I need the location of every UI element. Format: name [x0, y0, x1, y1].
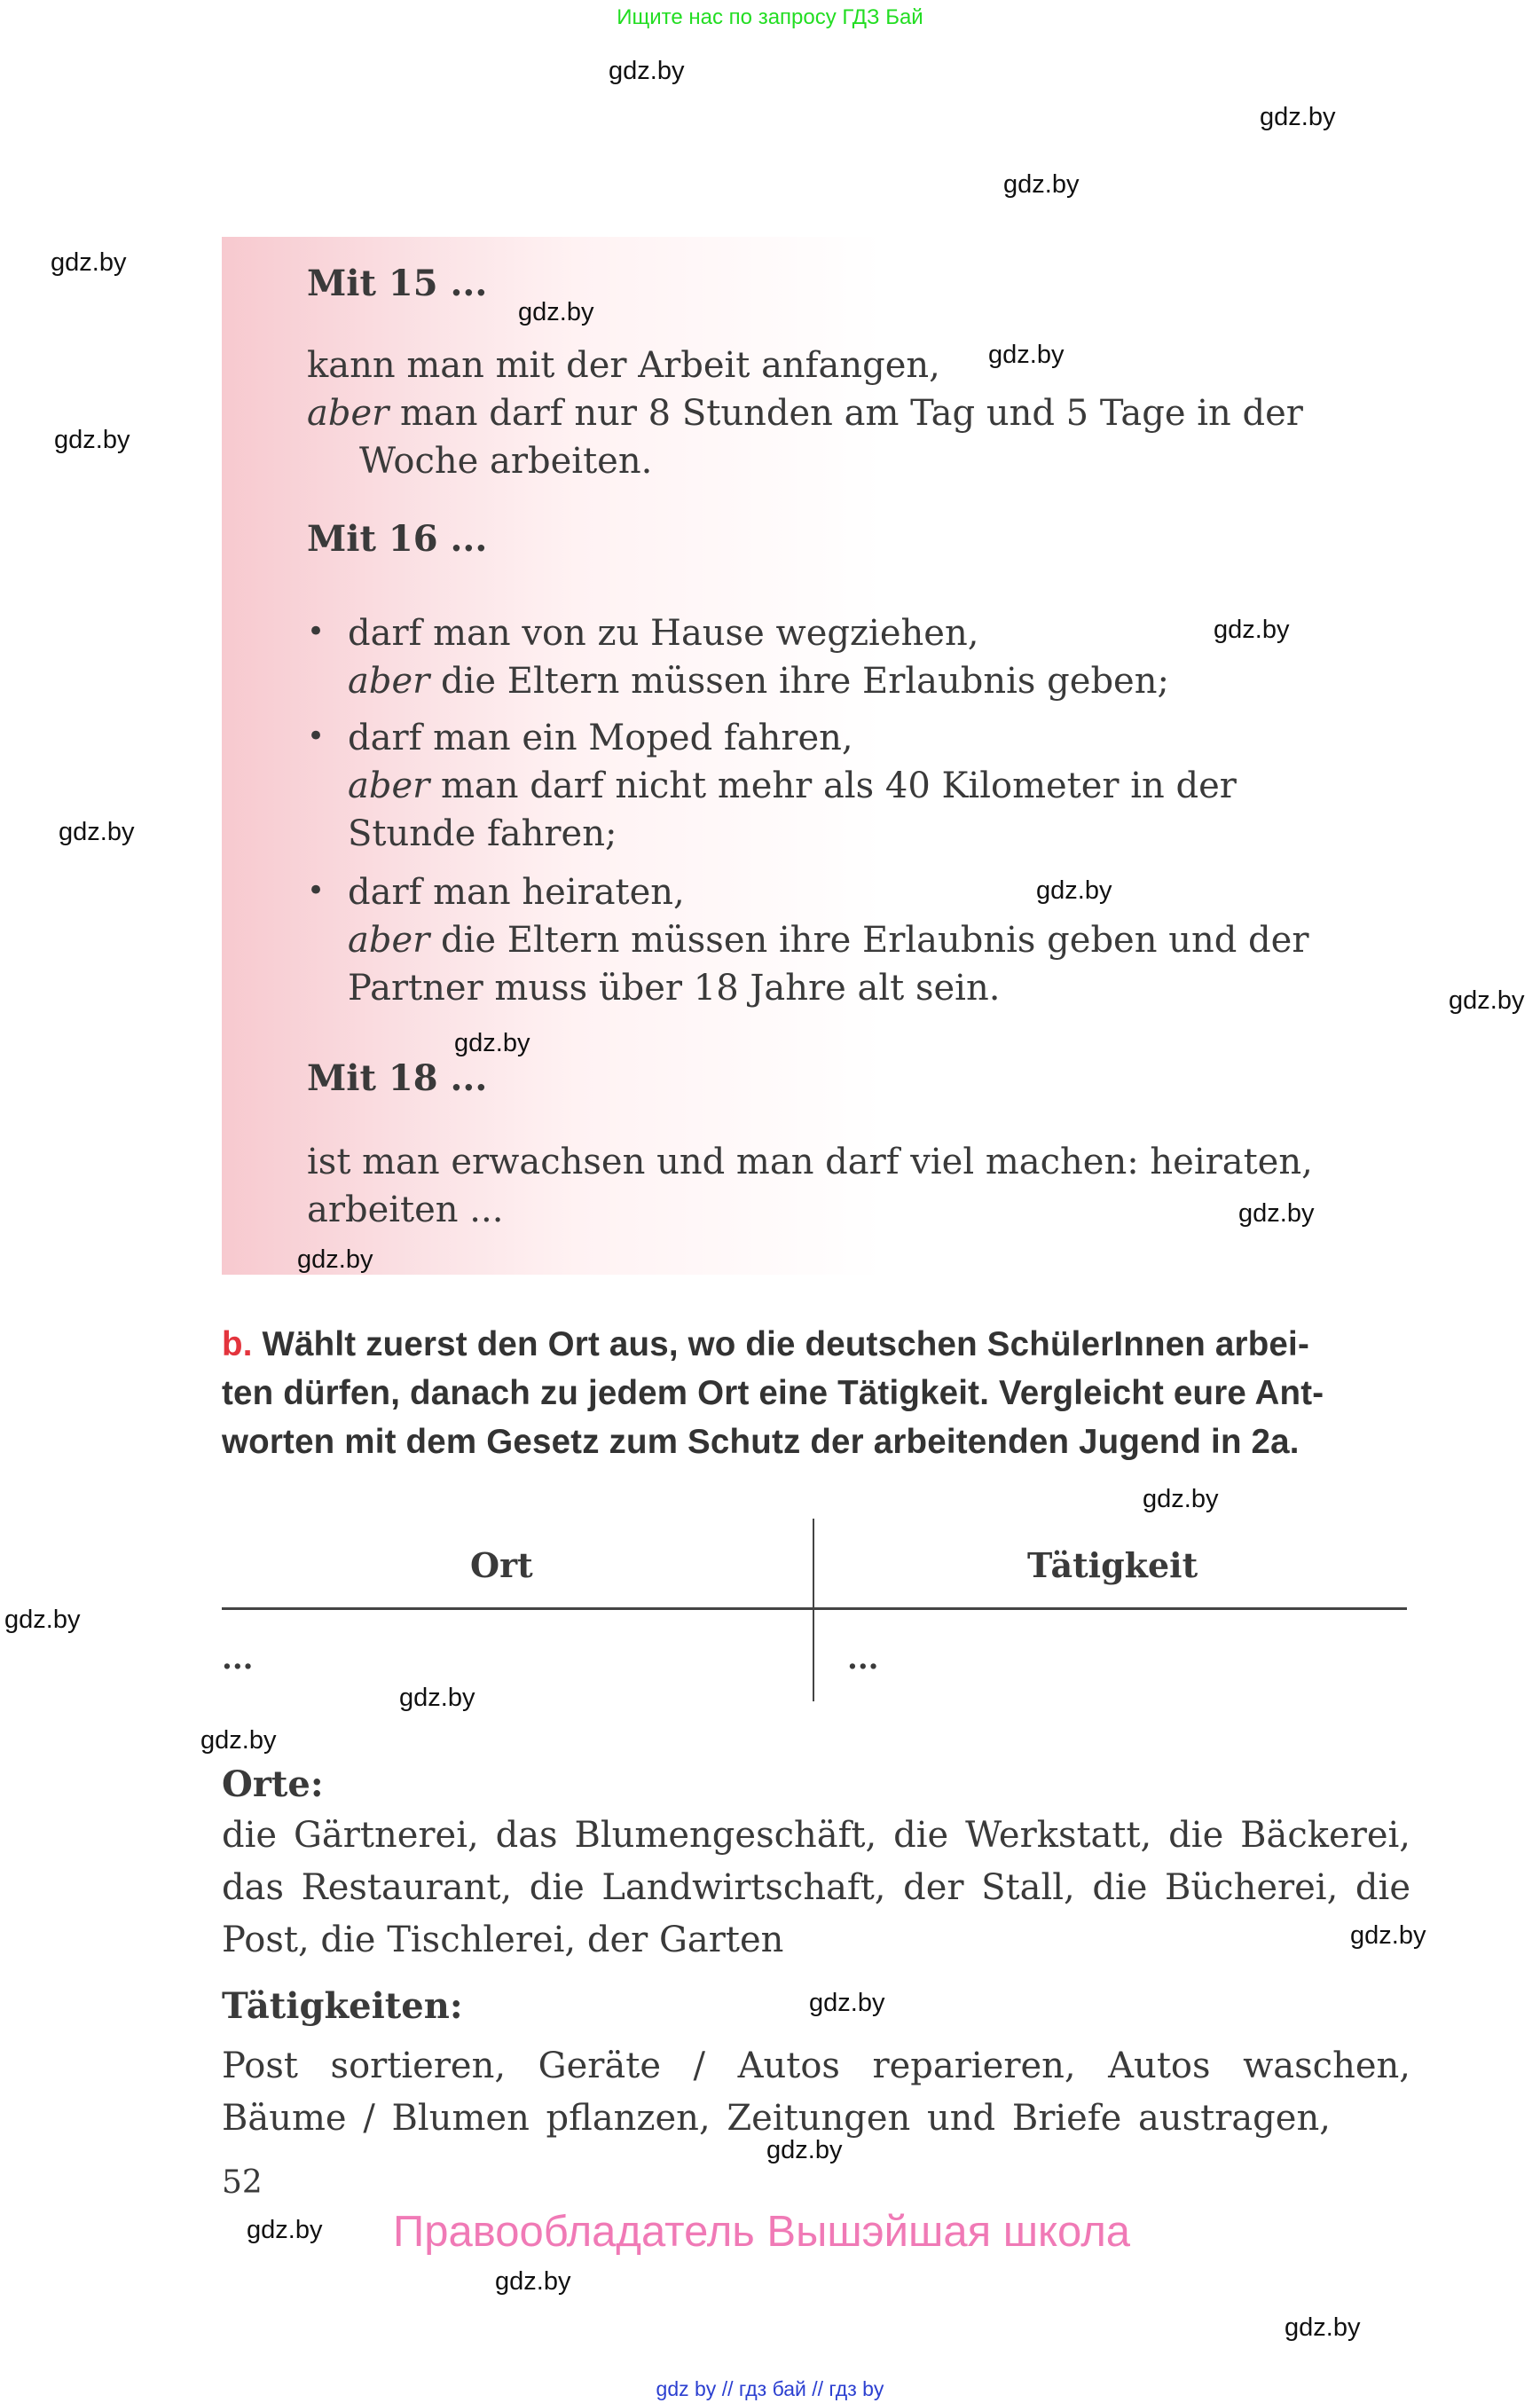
- watermark: gdz.by: [518, 298, 594, 326]
- text-line: Woche arbeiten.: [359, 441, 653, 482]
- watermark: gdz.by: [454, 1029, 530, 1057]
- table-header-ort: Ort: [470, 1545, 533, 1585]
- watermark: gdz.by: [1214, 616, 1290, 644]
- table-header-taetigkeit: Tätigkeit: [1027, 1545, 1198, 1585]
- text-span: die Eltern müssen ihre Erlaubnis geben;: [429, 661, 1169, 702]
- watermark: gdz.by: [1143, 1485, 1219, 1513]
- watermark: gdz.by: [988, 341, 1065, 369]
- watermark: gdz.by: [59, 818, 135, 846]
- section-heading-18: Mit 18 ...: [307, 1057, 488, 1099]
- bullet-line: darf man heiraten,: [348, 872, 685, 913]
- task-line: ten dürfen, danach zu jedem Ort eine Tätigkeit. Vergleicht eure Ant-: [222, 1374, 1324, 1412]
- text-span: man darf nicht mehr als 40 Kilometer in der: [429, 766, 1237, 806]
- taetigkeiten-list: Post sortieren, Geräte / Autos reparieren, Autos waschen, Bäume / Blumen pflanzen, Zeitungen und Briefe austragen,: [222, 2046, 1410, 2139]
- text-line: arbeiten ...: [307, 1190, 504, 1230]
- watermark: gdz.by: [495, 2267, 571, 2296]
- watermark: gdz.by: [1449, 986, 1525, 1015]
- bullet-line: darf man ein Moped fahren,: [348, 718, 853, 758]
- emphasis: aber: [307, 393, 389, 434]
- task-line: worten mit dem Gesetz zum Schutz der arbeitenden Jugend in 2a.: [222, 1423, 1300, 1461]
- orte-heading: Orte:: [222, 1763, 324, 1805]
- watermark: gdz.by: [399, 1684, 475, 1712]
- footer-links: gdz by // гдз бай // гдз by: [656, 2377, 884, 2400]
- table-divider-vertical: [813, 1519, 814, 1701]
- task-line: [222, 1320, 1410, 1369]
- text-line: kann man mit der Arbeit anfangen,: [307, 345, 940, 386]
- task-letter: b.: [222, 1325, 253, 1363]
- bullet-icon: •: [307, 719, 326, 754]
- watermark: gdz.by: [1036, 876, 1112, 905]
- section-heading-15: Mit 15 ...: [307, 263, 488, 304]
- watermark: gdz.by: [1350, 1921, 1426, 1950]
- watermark: gdz.by: [297, 1245, 373, 1274]
- watermark: gdz.by: [766, 2136, 843, 2164]
- watermark: gdz.by: [200, 1726, 277, 1755]
- bullet-line: [348, 768, 1237, 804]
- table-cell-taetigkeit: ...: [847, 1641, 879, 1677]
- copyright-notice: Правообладатель Вышэйшая школа: [393, 2208, 1131, 2256]
- bullet-line: Stunde fahren;: [348, 813, 617, 854]
- watermark: gdz.by: [247, 2216, 323, 2244]
- bullet-line: [348, 661, 1169, 702]
- emphasis: aber: [348, 661, 430, 702]
- text-line: ist man erwachsen und man darf viel machen: heiraten,: [307, 1142, 1313, 1182]
- text-span: die Eltern müssen ihre Erlaubnis geben und der: [429, 920, 1309, 961]
- watermark: gdz.by: [609, 57, 685, 85]
- page-number: 52: [222, 2164, 263, 2201]
- task-instruction: [222, 1320, 1410, 1466]
- text-span: man darf nur 8 Stunden am Tag und 5 Tage in der: [389, 393, 1303, 434]
- watermark: gdz.by: [51, 248, 127, 277]
- bullet-line: [348, 920, 1309, 961]
- text-line: [307, 393, 1303, 434]
- watermark: gdz.by: [809, 1989, 885, 2017]
- watermark: gdz.by: [1285, 2313, 1361, 2342]
- table-cell-ort: ...: [222, 1641, 254, 1677]
- search-banner: Ищите нас по запросу ГДЗ Бай: [617, 5, 923, 29]
- emphasis: aber: [348, 920, 430, 961]
- watermark: gdz.by: [54, 426, 130, 454]
- bullet-icon: •: [307, 873, 326, 908]
- taetigkeiten-heading: Tätigkeiten:: [222, 1985, 463, 2027]
- section-heading-16: Mit 16 ...: [307, 518, 488, 560]
- watermark: gdz.by: [1238, 1199, 1315, 1228]
- orte-list: die Gärtnerei, das Blumengeschäft, die Werkstatt, die Bäckerei, das Restaurant, die Landwirtschaft, der Stall, die Bücherei, die Post, die Tischlerei, der Garten: [222, 1815, 1410, 1960]
- emphasis: aber: [348, 766, 430, 806]
- task-text: Wählt zuerst den Ort aus, wo die deutschen SchülerInnen arbei-: [262, 1325, 1309, 1363]
- bullet-line: Partner muss über 18 Jahre alt sein.: [348, 968, 1001, 1009]
- watermark: gdz.by: [4, 1606, 81, 1634]
- table-divider-horizontal: [222, 1607, 1407, 1610]
- bullet-line: darf man von zu Hause wegziehen,: [348, 613, 979, 654]
- watermark: gdz.by: [1003, 170, 1080, 199]
- bullet-icon: •: [307, 614, 326, 649]
- watermark: gdz.by: [1260, 103, 1336, 131]
